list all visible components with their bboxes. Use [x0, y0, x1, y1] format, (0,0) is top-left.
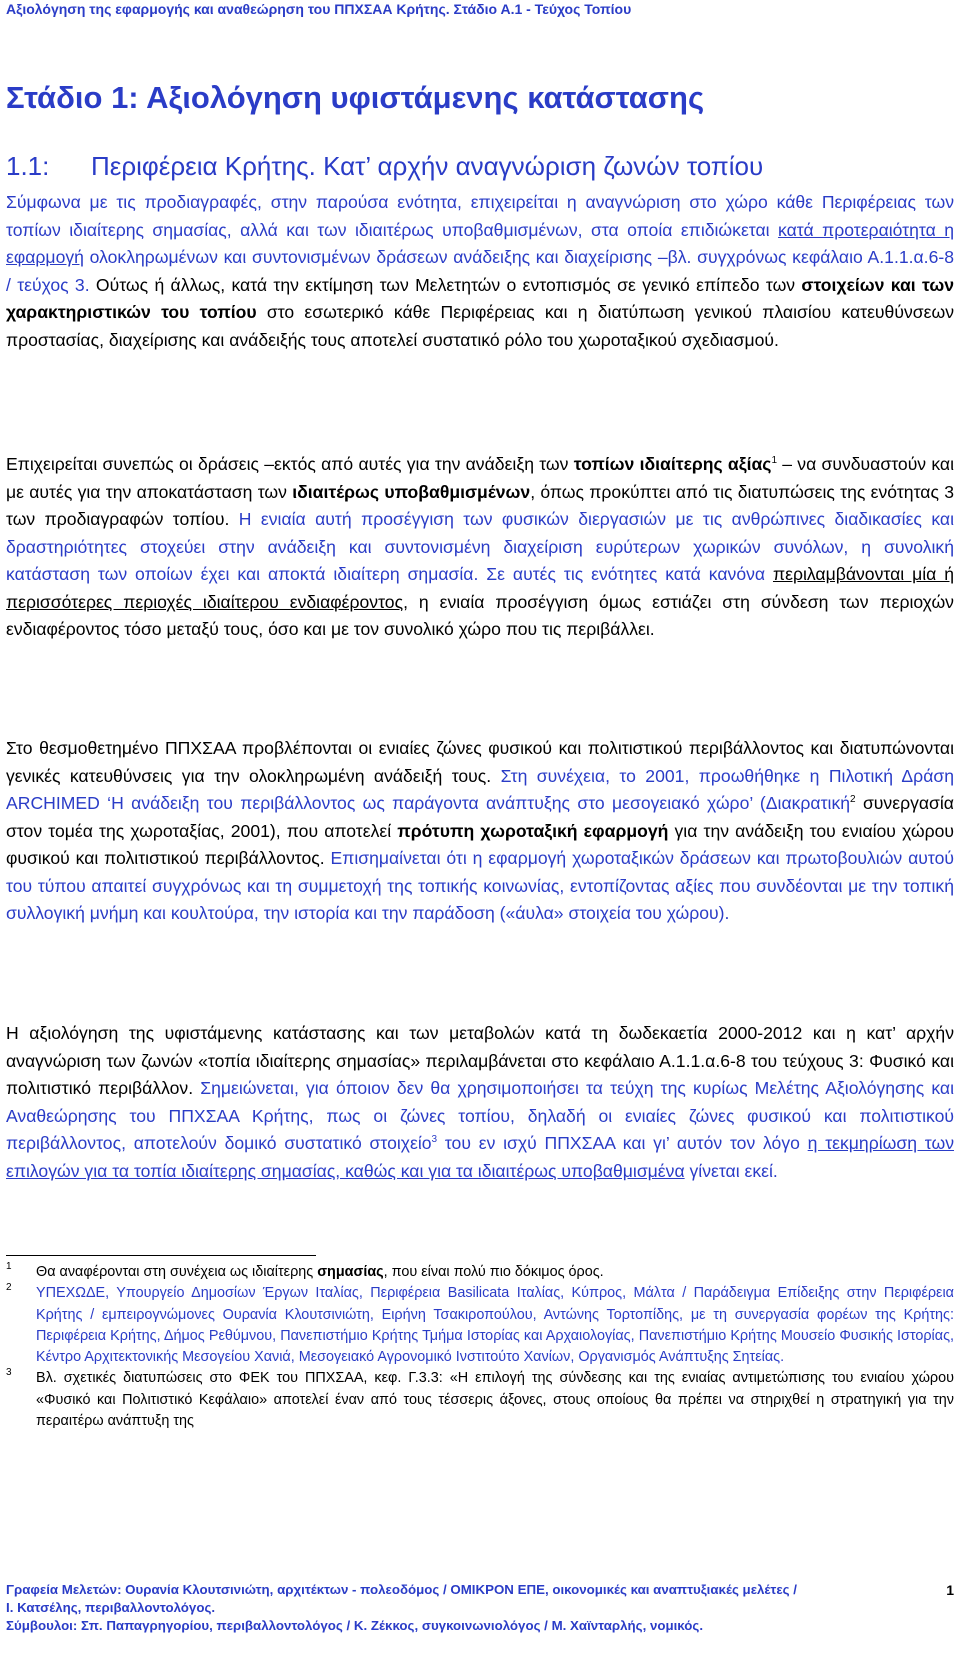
footnote-mark: 3 [6, 1367, 12, 1379]
p2-conclusion: , η ενιαία προσέγγιση όμως εστιάζει στη σύνδεση των περιοχών ενδιαφέροντος τόσο μεταξύ τους, όσο και με τον συνολικό χώρο που τις περιβάλλει. [6, 591, 954, 639]
footnote-mark: 1 [6, 1261, 12, 1272]
paragraph-2 [6, 451, 954, 644]
p2-as-rule: Σε αυτές τις ενότητες κατά κανόνα [486, 564, 773, 584]
footnotes [6, 1262, 954, 1432]
p3-intro: Στο θεσμοθετημένο ΠΠΧΣΑΑ προβλέπονται οι ενιαίες ζώνες φυσικού και πολιτιστικού περιβάλλοντος και διατυπώνονται γενικές κατευθύνσεις για την ολοκληρωμένη ανάδειξή τους. [6, 738, 954, 786]
p2-unified-approach: Η ενιαία αυτή προσέγγιση των φυσικών διεργασιών με τις ανθρώπινες διαδικασίες και δραστηριότητες στοχεύει στην ανάδειξη και συντονισμένη διαχείριση ευρύτερων χωρικών συνόλων, η συνολική κατάσταση των οποίων έχει και αποκτά ιδιαίτερη σημασία. [6, 509, 954, 584]
p2-specs: , όπως προκύπτει από τις διατυπώσεις της ενότητας 3 των προδιαγραφών τοπίου. [6, 481, 954, 529]
p3-bold-pilot: πρότυπη χωροταξική εφαρμογή [397, 820, 669, 841]
p3-environment: για την ανάδειξη του ενιαίου χώρου φυσικού και πολιτιστικού περιβάλλοντος. [6, 820, 954, 868]
section-heading [6, 151, 763, 182]
p2-underlined-areas: περιλαμβάνονται μία ή περισσότερες περιοχές ιδιαίτερου ενδιαφέροντος [6, 564, 955, 612]
p2-bold-degraded: ιδιαιτέρως υποβαθμισμένων [292, 481, 531, 502]
footnote-ref-2[interactable]: 2 [850, 794, 856, 806]
p1-assessment: Ούτως ή άλλως, κατά την εκτίμηση των Μελετητών ο εντοπισμός σε γενικό επίπεδο των [95, 274, 802, 295]
p3-cooperation: συνεργασία στον τομέα της χωροταξίας, 2001), που αποτελεί [6, 793, 954, 841]
running-header: Αξιολόγηση της εφαρμογής και αναθεώρηση του ΠΠΧΣΑΑ Κρήτης. Στάδιο Α.1 - Τεύχος Τοπίου [6, 1, 632, 17]
p3-archimed: Στη συνέχεια, το 2001, προωθήθηκε η Πιλοτική Δράση ARCHIMED ‘Η ανάδειξη του περιβάλλοντος ως παράγοντα ανάπτυξης στο μεσογειακό χώρο’ (Διακρατική [6, 765, 955, 813]
paragraph-4 [6, 1020, 954, 1185]
p2-combine: – να συνδυαστούν και με αυτές για την αποκατάσταση των [6, 454, 955, 502]
footnote-ref-1[interactable]: 1 [771, 455, 778, 467]
footnote-3 [6, 1368, 954, 1432]
p1-intro: Σύμφωνα με τις προδιαγραφές, στην παρούσα ενότητα, επιχειρείται η αναγνώριση στο χώρο κάθε Περιφέρειας των τοπίων ιδιαίτερης σημασίας, αλλά και των ιδιαιτέρως υποβαθμισμένων, στα οποία επιδιώκεται [6, 192, 954, 240]
footnote-bold-term: σημασίας [317, 1264, 384, 1280]
p2-intro: Επιχειρείται συνεπώς οι δράσεις –εκτός από αυτές για την ανάδειξη των [6, 454, 574, 474]
footnote-text: Θα αναφέρονται στη συνέχεια ως ιδιαίτερης [36, 1264, 318, 1280]
p4-underlined-justification: η τεκμηρίωση των επιλογών για τα τοπία ιδιαίτερης σημασίας, καθώς και για τα ιδιαιτέρως υποβαθμισμένα [6, 1133, 954, 1181]
footnote-text-end: , που είναι πολύ πιο δόκιμος όρος. [383, 1264, 604, 1280]
stage-heading: Στάδιο 1: Αξιολόγηση υφιστάμενης κατάστασης [6, 80, 705, 115]
p1-priority-underlined: κατά προτεραιότητα η εφαρμογή [6, 219, 954, 267]
p4-note: Σημειώνεται, για όποιον δεν θα χρησιμοποιήσει τα τεύχη της κυρίως Μελέτης Αξιολόγησης και Αναθεώρησης του ΠΠΧΣΑΑ Κρήτης, πως οι ζώνες τοπίου, δηλαδή οι ενιαίες ζώνες φυσικού και πολιτιστικού περιβάλλοντος, αποτελούν δομικό συστατικό στοιχείο [6, 1078, 954, 1153]
p1-actions: ολοκληρωμένων και συντονισμένων δράσεων ανάδειξης και διαχείρισης –βλ. συγχρόνως κεφάλαιο Α.1.1.α.6-8 / τεύχος 3. [6, 247, 954, 295]
footnote-1 [6, 1262, 954, 1283]
paragraph-1 [6, 189, 954, 354]
section-title: Περιφέρεια Κρήτης. Κατ’ αρχήν αναγνώριση ζωνών τοπίου [91, 151, 764, 181]
footnote-ref-3[interactable]: 3 [431, 1134, 438, 1146]
footer-offices-cont: Ι. Κατσέλης, περιβαλλοντολόγος. [6, 1600, 216, 1615]
footer-offices: Γραφεία Μελετών: Ουρανία Κλουτσινιώτη, αρχιτέκτων - πολεοδόμος / ΟΜΙΚΡΟΝ ΕΠΕ, οικονομικές και αναπτυξιακές μελέτες / [6, 1582, 797, 1597]
paragraph-3 [6, 735, 954, 928]
p1-conclusion: στο εσωτερικό κάθε Περιφέρειας και η διατύπωση γενικού πλαισίου κατευθύνσεων προστασίας, διαχείρισης και ανάδειξής τους αποτελεί συστατικό ρόλο του χωροταξικού σχεδιασμού. [6, 302, 954, 350]
section-number: 1.1: [6, 151, 50, 181]
footnote-divider [6, 1255, 316, 1256]
p1-bold-elements: στοιχείων και των χαρακτηριστικών του τοπίου [6, 274, 954, 322]
footnote-mark: 2 [6, 1282, 12, 1294]
p3-emphasis: Επισημαίνεται ότι η εφαρμογή χωροταξικών δράσεων και πρωτοβουλιών αυτού του τύπου απαιτεί συγχρόνως και τη συμμετοχή της τοπικής κοινωνίας, εντοπίζοντας αξίες που συνδέονται με την τοπική συλλογική μνήμη και κουλτούρα, την ιστορία και την παράδοση («άυλα» στοιχεία του χώρου). [6, 848, 954, 923]
footnote-text: Βλ. σχετικές διατυπώσεις στο ΦΕΚ του ΠΠΧΣΑΑ, κεφ. Γ.3.3: «Η επιλογή της σύνδεσης και της ενιαίας αντιμετώπισης του ενιαίου χώρου «Φυσικό και Πολιτιστικό Κεφάλαιο» αποτελεί έναν από τους τέσσερις άξονες, στους οποίους θα πρέπει να στηριχθεί η στρατηγική για την περαιτέρω ανάπτυξη της [36, 1370, 954, 1430]
p2-bold-special-value: τοπίων ιδιαίτερης αξίας [573, 454, 772, 474]
footnote-2 [6, 1283, 954, 1368]
footnote-text: ΥΠΕΧΩΔΕ, Υπουργείο Δημοσίων Έργων Ιταλίας, Περιφέρεια Basilicata Ιταλίας, Κύπρος, Μάλτα / Παράδειγμα Επίδειξης στην Περιφέρεια Κρήτης / εμπειρογνώμονες Ουρανία Κλουτσινιώτη, Ειρήνη Τσακιροπούλου, Αντώνης Τορτοπίδης, με τη συνεργασία φορέων της Κρήτης: Περιφέρεια Κρήτης, Δήμος Ρεθύμνου, Πανεπιστήμιο Κρήτης Τμήμα Ιστορίας και Αρχαιολογίας, Πανεπιστήμιο Κρήτης Μουσείο Φυσικής Ιστορίας, Κέντρο Αρχιτεκτονικής Μεσογείου Χανιά, Μεσογειακό Αγρονομικό Ινστιτούτο Χανίων, Οργανισμός Ανάπτυξης Σητείας. [36, 1285, 954, 1366]
page-footer [6, 1581, 954, 1635]
p4-end: γίνεται εκεί. [684, 1160, 778, 1181]
p4-reason: του εν ισχύ ΠΠΧΣΑΑ και γι’ αυτόν τον λόγο [437, 1133, 808, 1153]
p4-intro: Η αξιολόγηση της υφιστάμενης κατάστασης και των μεταβολών κατά τη δωδεκαετία 2000-2012 και η κατ’ αρχήν αναγνώριση των ζωνών «τοπία ιδιαίτερης σημασίας» περιλαμβάνεται στο κεφάλαιο Α.1.1.α.6-8 του τεύχους 3: Φυσικό και πολιτιστικό περιβάλλον. [6, 1023, 954, 1098]
footer-advisors: Σύμβουλοι: Σπ. Παπαγρηγορίου, περιβαλλοντολόγος / Κ. Ζέκκος, συγκοινωνιολόγος / Μ. Χαϊνταρλής, νομικός. [6, 1618, 704, 1633]
page-number: 1 [946, 1582, 954, 1598]
